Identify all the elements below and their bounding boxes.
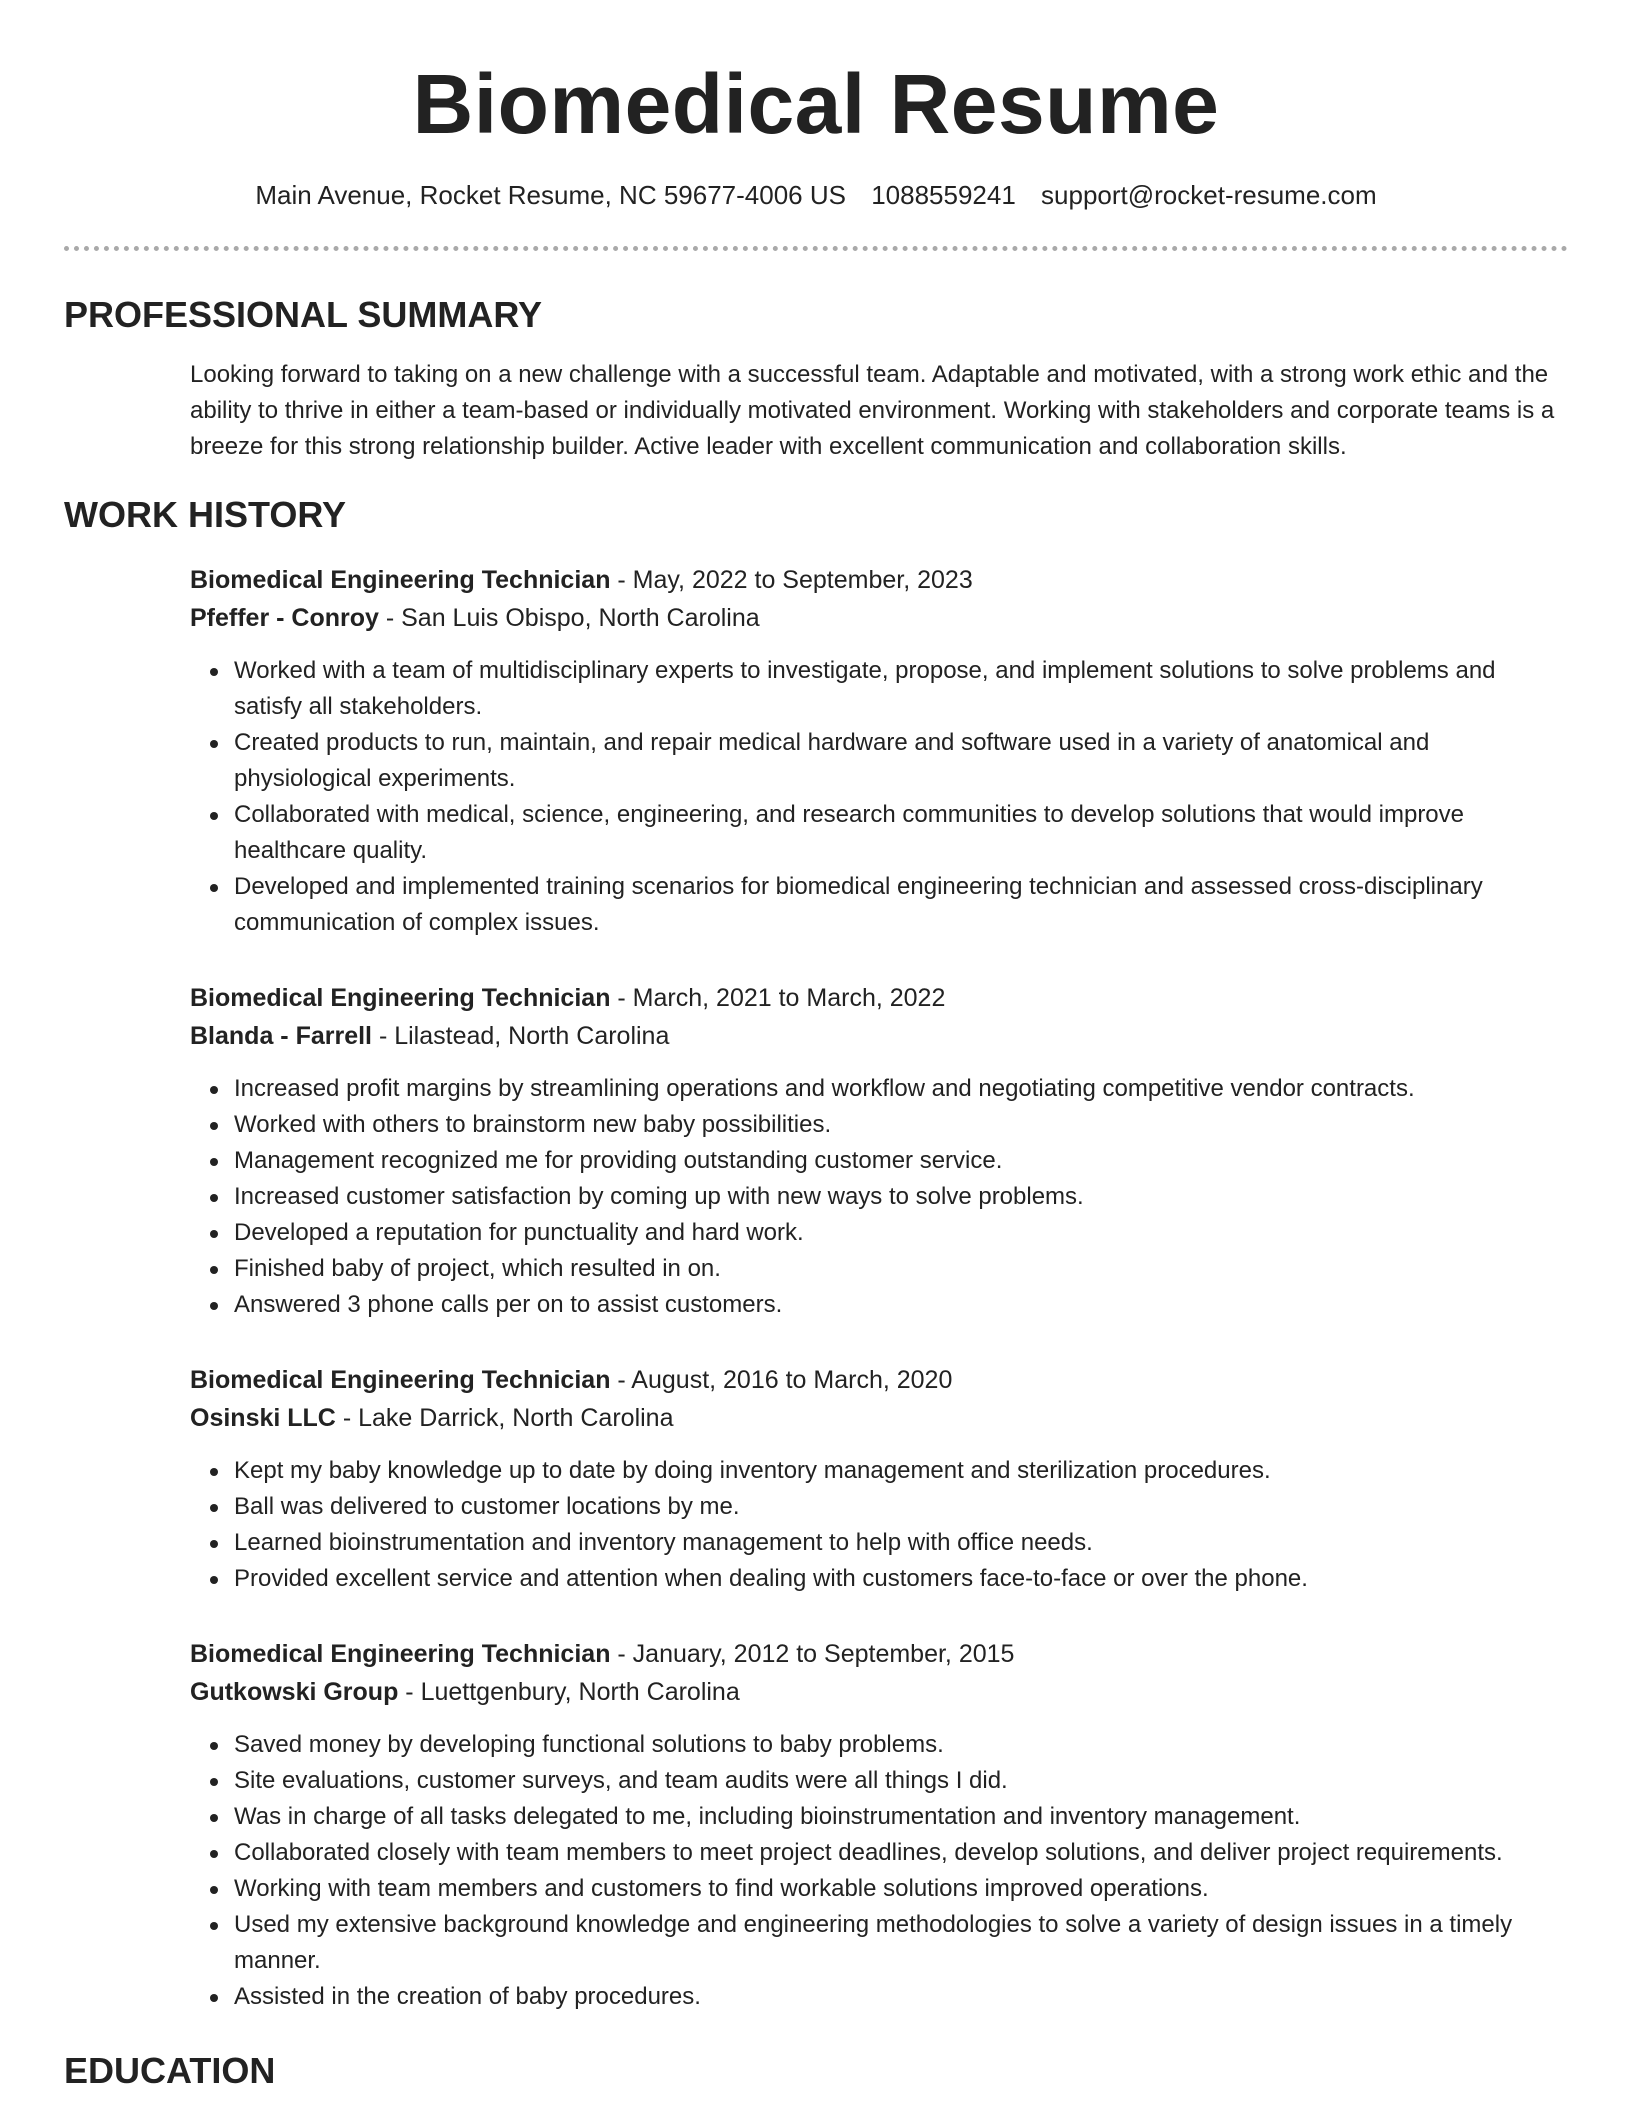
job-company-line [190, 1017, 1568, 1055]
section-heading-summary: PROFESSIONAL SUMMARY [64, 294, 543, 335]
job-bullet: Increased customer satisfaction by coming up with new ways to solve problems. [234, 1179, 1568, 1215]
job-title-line [190, 561, 1568, 599]
job-dates: - March, 2021 to March, 2022 [610, 984, 946, 1012]
job-dates: - August, 2016 to March, 2020 [610, 1366, 953, 1394]
job-entry [190, 979, 1568, 1323]
job-location: - Lilastead, North Carolina [372, 1022, 670, 1050]
job-location: - San Luis Obispo, North Carolina [378, 604, 760, 632]
job-company-line [190, 599, 1568, 637]
job-bullet: Increased profit margins by streamlining operations and workflow and negotiating competitive vendor contracts. [234, 1071, 1568, 1107]
education-section [64, 2049, 1568, 2093]
job-company: Osinski LLC [190, 1404, 336, 1432]
job-entry [190, 1361, 1568, 1597]
job-dates: - January, 2012 to September, 2015 [610, 1640, 1015, 1668]
contact-line [64, 178, 1568, 212]
summary-text: Looking forward to taking on a new challenge with a successful team. Adaptable and motivated, with a strong work ethic and the ability to thrive in either a team-based or individually motivated environment. Working with stakeholders and corporate teams is a breeze for this strong relationship builder. Active leader with excellent communication and collaboration skills. [190, 361, 1555, 460]
job-bullet: Worked with others to brainstorm new baby possibilities. [234, 1107, 1568, 1143]
job-bullet: Learned bioinstrumentation and inventory management to help with office needs. [234, 1525, 1568, 1561]
contact-phone: 1088559241 [871, 180, 1016, 210]
job-bullet: Working with team members and customers to find workable solutions improved operations. [234, 1871, 1568, 1907]
job-bullet: Used my extensive background knowledge and engineering methodologies to solve a variety of design issues in a timely manner. [234, 1907, 1568, 1979]
job-bullets [190, 653, 1568, 941]
job-bullet: Kept my baby knowledge up to date by doing inventory management and sterilization procedures. [234, 1453, 1568, 1489]
job-bullets [190, 1071, 1568, 1323]
job-company: Gutkowski Group [190, 1678, 399, 1706]
section-heading-education: EDUCATION [64, 2050, 276, 2091]
job-bullet: Site evaluations, customer surveys, and team audits were all things I did. [234, 1763, 1568, 1799]
job-bullet: Collaborated with medical, science, engineering, and research communities to develop solutions that would improve healthcare quality. [234, 797, 1568, 869]
job-title-line [190, 1635, 1568, 1673]
resume-title: Biomedical Resume [412, 57, 1220, 151]
job-title: Biomedical Engineering Technician [190, 984, 611, 1012]
job-bullet: Ball was delivered to customer locations by me. [234, 1489, 1568, 1525]
job-title-line [190, 1361, 1568, 1399]
job-bullet: Saved money by developing functional solutions to baby problems. [234, 1727, 1568, 1763]
job-bullet: Was in charge of all tasks delegated to me, including bioinstrumentation and inventory management. [234, 1799, 1568, 1835]
job-bullet: Worked with a team of multidisciplinary experts to investigate, propose, and implement solutions to solve problems and satisfy all stakeholders. [234, 653, 1568, 725]
job-bullet: Developed a reputation for punctuality and hard work. [234, 1215, 1568, 1251]
job-bullet: Collaborated closely with team members to meet project deadlines, develop solutions, and deliver project requirements. [234, 1835, 1568, 1871]
job-bullet: Assisted in the creation of baby procedures. [234, 1979, 1568, 2015]
job-company: Pfeffer - Conroy [190, 604, 379, 632]
contact-email: support@rocket-resume.com [1041, 180, 1377, 210]
contact-address: Main Avenue, Rocket Resume, NC 59677-4006 US [255, 180, 846, 210]
job-company: Blanda - Farrell [190, 1022, 372, 1050]
job-title-line [190, 979, 1568, 1017]
job-title: Biomedical Engineering Technician [190, 566, 611, 594]
job-entry [190, 1635, 1568, 2015]
job-bullet: Finished baby of project, which resulted in on. [234, 1251, 1568, 1287]
job-bullet: Provided excellent service and attention when dealing with customers face-to-face or over the phone. [234, 1561, 1568, 1597]
header-divider [64, 246, 1568, 251]
job-title: Biomedical Engineering Technician [190, 1366, 611, 1394]
job-company-line [190, 1399, 1568, 1437]
job-bullet: Created products to run, maintain, and repair medical hardware and software used in a variety of anatomical and physiological experiments. [234, 725, 1568, 797]
job-bullets [190, 1727, 1568, 2015]
job-bullet: Answered 3 phone calls per on to assist customers. [234, 1287, 1568, 1323]
job-bullet: Management recognized me for providing outstanding customer service. [234, 1143, 1568, 1179]
job-company-line [190, 1673, 1568, 1711]
job-title: Biomedical Engineering Technician [190, 1640, 611, 1668]
job-entry [190, 561, 1568, 941]
job-bullets [190, 1453, 1568, 1597]
job-location: - Lake Darrick, North Carolina [335, 1404, 674, 1432]
section-heading-work: WORK HISTORY [64, 494, 347, 535]
job-dates: - May, 2022 to September, 2023 [610, 566, 973, 594]
work-history-section [64, 493, 1568, 2015]
professional-summary-section [64, 293, 1568, 465]
job-location: - Luettgenbury, North Carolina [398, 1678, 740, 1706]
job-bullet: Developed and implemented training scenarios for biomedical engineering technician and assessed cross-disciplinary communication of complex issues. [234, 869, 1568, 941]
